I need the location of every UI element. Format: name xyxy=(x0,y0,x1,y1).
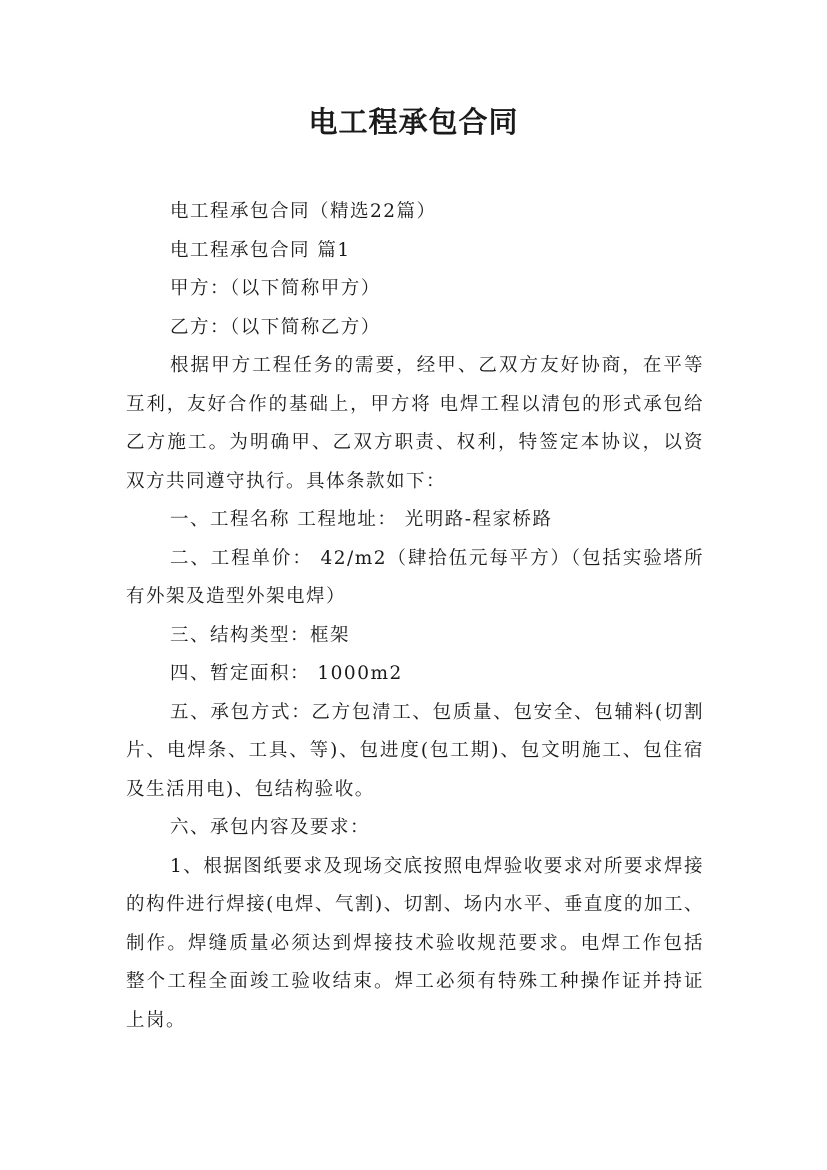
paragraph-subtitle: 电工程承包合同（精选22篇） xyxy=(170,201,437,222)
paragraph-clause-5: 五、承包方式：乙方包清工、包质量、包安全、包辅料(切割片、电焊条、工具、等)、包进度(包工期)、包文明施工、包住宿及生活用电)、包结构验收。 xyxy=(126,701,704,800)
document-body xyxy=(126,193,704,1040)
paragraph-preamble: 根据甲方工程任务的需要，经甲、乙双方友好协商，在平等互利，友好合作的基础上，甲方将 电焊工程以清包的形式承包给乙方施工。为明确甲、乙双方职责、权利，特签定本协议，以资双方共同遵守执行。具体条款如下： xyxy=(126,355,704,492)
document-title: 电工程承包合同 xyxy=(308,105,519,139)
paragraph-party-b: 乙方：（以下简称乙方） xyxy=(170,316,381,338)
paragraph-clause-3: 三、结构类型：框架 xyxy=(170,624,351,646)
paragraph-clause-4: 四、暂定面积： 1000m2 xyxy=(170,663,403,684)
paragraph-clause-6-item-1: 1、根据图纸要求及现场交底按照电焊验收要求对所要求焊接的构件进行焊接(电焊、气割)、切割、场内水平、垂直度的加工、制作。焊缝质量必须达到焊接技术验收规范要求。电焊工作包括整个工程全面竣工验收结束。焊工必须有特殊工种操作证并持证上岗。 xyxy=(126,855,704,1031)
paragraph-clause-2: 二、工程单价： 42/m2（肆拾伍元每平方）（包括实验塔所有外架及造型外架电焊） xyxy=(126,547,704,607)
paragraph-party-a: 甲方：（以下简称甲方） xyxy=(170,278,381,299)
paragraph-clause-6: 六、承包内容及要求： xyxy=(170,817,371,838)
paragraph-section-heading: 电工程承包合同 篇1 xyxy=(170,239,351,261)
paragraph-clause-1: 一、工程名称 工程地址： 光明路-程家桥路 xyxy=(170,509,553,530)
